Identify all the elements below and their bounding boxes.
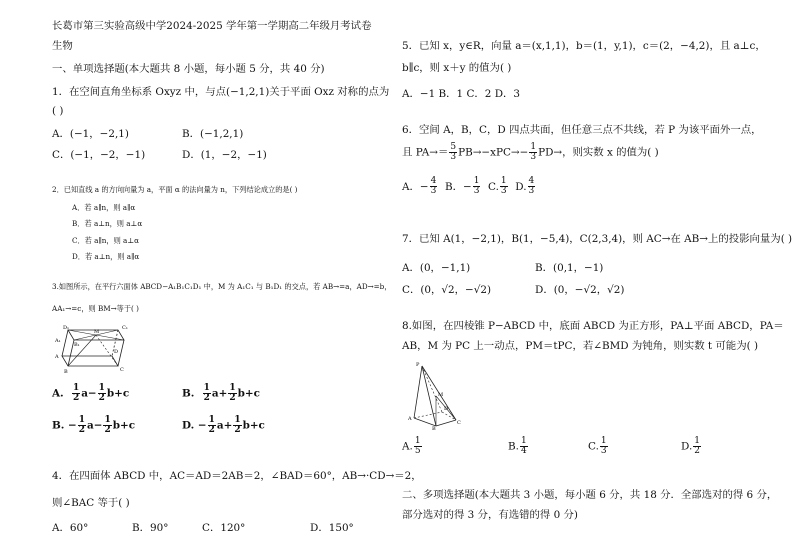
q4-option-a[interactable]: A．60° <box>52 522 89 534</box>
q2-option-a[interactable]: A．若 a∥n，则 a∥α <box>72 203 136 212</box>
pyramid-figure <box>406 360 462 430</box>
q7-option-d[interactable]: D．(0，−√2，√2) <box>535 284 625 296</box>
q3-option-d[interactable]: D. − $\frac{1}{2}$ a+ $\frac{1}{2}$ b+c <box>182 415 265 435</box>
q2-option-d[interactable]: D．若 a⊥n，则 a∥α <box>72 252 140 261</box>
q7-option-b[interactable]: B．(0,1，−1) <box>535 262 604 274</box>
fig-label-b: B <box>64 369 68 374</box>
fig-label-a: A <box>408 416 412 422</box>
q2-option-b[interactable]: B．若 a⊥n，则 a⊥α <box>72 219 143 228</box>
fig-label-m: M <box>94 329 100 335</box>
question-4-stem: 4．在四面体 ABCD 中，AC＝AD＝2AB＝2，∠BAD＝60°，AB→·CD→＝2， <box>52 470 422 482</box>
q3-option-b[interactable]: B. $\frac{1}{2}$ a+ $\frac{1}{2}$ b+c <box>182 383 260 403</box>
question-8-stem-cont: AB，M 为 PC 上一动点，PM＝tPC，若∠BMD 为钝角，则实数 t 可能为( ) <box>402 340 758 352</box>
section-heading-single-choice: 一、单项选择题(本大题共 8 小题，每小题 5 分，共 40 分) <box>52 63 325 75</box>
exam-title: 长葛市第三实验高级中学2024-2025 学年第一学期高二年级月考试卷 <box>52 20 372 32</box>
fig-label-c: C <box>120 367 124 373</box>
fig-label-d: D <box>444 406 449 412</box>
q3-option-a[interactable]: A. $\frac{1}{2}$ a− $\frac{1}{2}$ b+c <box>52 383 130 403</box>
q5-options[interactable]: A．−1 B．1 C．2 D．3 <box>402 88 521 100</box>
question-3-stem: 3.如图所示，在平行六面体 ABCD−A₁B₁C₁D₁ 中，M 为 A₁C₁ 与 B₁D₁ 的交点，若 AB→=a，AD→=b， <box>52 282 392 291</box>
question-6-stem: 6．空间 A，B，C，D 四点共面，但任意三点不共线，若 P 为该平面外一点， <box>402 124 762 136</box>
q6-option-a[interactable]: A．− $\frac{4}{3}$ <box>402 176 437 196</box>
question-4-stem-cont: 则∠BAC 等于( ) <box>52 497 130 509</box>
fig-label-c1: C₁ <box>122 325 128 331</box>
subject-label: 生物 <box>52 40 73 52</box>
q7-option-c[interactable]: C．(0，√2，−√2) <box>402 284 492 296</box>
fig-label-d1: D₁ <box>63 325 70 331</box>
fig-label-m: M <box>438 392 444 398</box>
q8-option-a[interactable]: A. $\frac{1}{5}$ <box>402 436 421 456</box>
q4-option-d[interactable]: D．150° <box>310 522 354 534</box>
q4-option-b[interactable]: B．90° <box>132 522 169 534</box>
q8-option-d[interactable]: D. $\frac{1}{2}$ <box>681 436 700 456</box>
parallelepiped-figure <box>54 322 134 374</box>
q6-options <box>402 177 536 196</box>
q8-option-b[interactable]: B. $\frac{1}{4}$ <box>508 436 527 456</box>
fig-label-d: D <box>114 349 119 355</box>
q3-option-c[interactable]: B. − $\frac{1}{2}$ a− $\frac{1}{2}$ b+c <box>52 415 136 435</box>
question-5-stem-cont: b∥c，则 x＋y 的值为( ) <box>402 62 512 74</box>
q1-option-a[interactable]: A．(−1，−2,1) <box>52 128 129 140</box>
question-5-stem: 5．已知 x，y∈R，向量 a＝(x,1,1)，b＝(1，y,1)，c＝(2，−4,2)，且 a⊥c， <box>402 40 766 52</box>
q2-option-c[interactable]: C．若 a∥n，则 a⊥α <box>72 236 139 245</box>
q8-option-c[interactable]: C. $\frac{1}{3}$ <box>588 436 607 456</box>
section-heading-multi-choice-cont: 部分选对的得 3 分，有选错的得 0 分) <box>402 509 578 521</box>
fig-label-p: P <box>416 362 420 368</box>
question-1-blank: ( ) <box>52 105 64 117</box>
q6-option-b[interactable]: B．− $\frac{1}{3}$ <box>444 176 480 196</box>
question-7-stem: 7．已知 A(1，−2,1)，B(1，−5,4)，C(2,3,4)，则 AC→在 AB→上的投影向量为( ) <box>402 233 793 245</box>
fig-label-a1: A₁ <box>55 338 61 344</box>
q6-option-d[interactable]: D. $\frac{4}{3}$ <box>515 176 535 196</box>
question-2-stem: 2．已知直线 a 的方向向量为 a，平面 α 的法向量为 n，下列结论成立的是( ) <box>52 185 298 194</box>
q4-option-c[interactable]: C．120° <box>202 522 246 534</box>
q1-option-c[interactable]: C．(−1，−2，−1) <box>52 149 146 161</box>
q7-option-a[interactable]: A．(0，−1,1) <box>402 262 471 274</box>
section-heading-multi-choice: 二、多项选择题(本大题共 3 小题，每小题 6 分，共 18 分．全部选对的得 6 分， <box>402 489 778 501</box>
question-3-stem-cont: AA₁→=c，则 BM→等于( ) <box>52 304 139 313</box>
fig-label-b1: B₁ <box>74 342 80 348</box>
question-1-stem: 1．在空间直角坐标系 Oxyz 中，与点(−1,2,1)关于平面 Oxz 对称的点为 <box>52 86 390 98</box>
question-8-stem: 8.如图，在四棱锥 P−ABCD 中，底面 ABCD 为正方形，PA⊥平面 ABCD，PA＝ <box>402 320 784 332</box>
q1-option-d[interactable]: D．(1，−2，−1) <box>182 149 267 161</box>
fig-label-a: A <box>55 354 59 360</box>
fig-label-c: C <box>457 420 461 426</box>
q1-option-b[interactable]: B．(−1,2,1) <box>182 128 244 140</box>
q6-option-c[interactable]: C. $\frac{1}{3}$ <box>488 176 507 196</box>
fig-label-b: B <box>432 426 436 430</box>
question-6-stem-cont: 且 PA→＝ $\frac{5}{3}$ PB→−xPC→− $\frac{1}{3}$ PD→，则实数 x 的值为( ) <box>402 142 659 162</box>
